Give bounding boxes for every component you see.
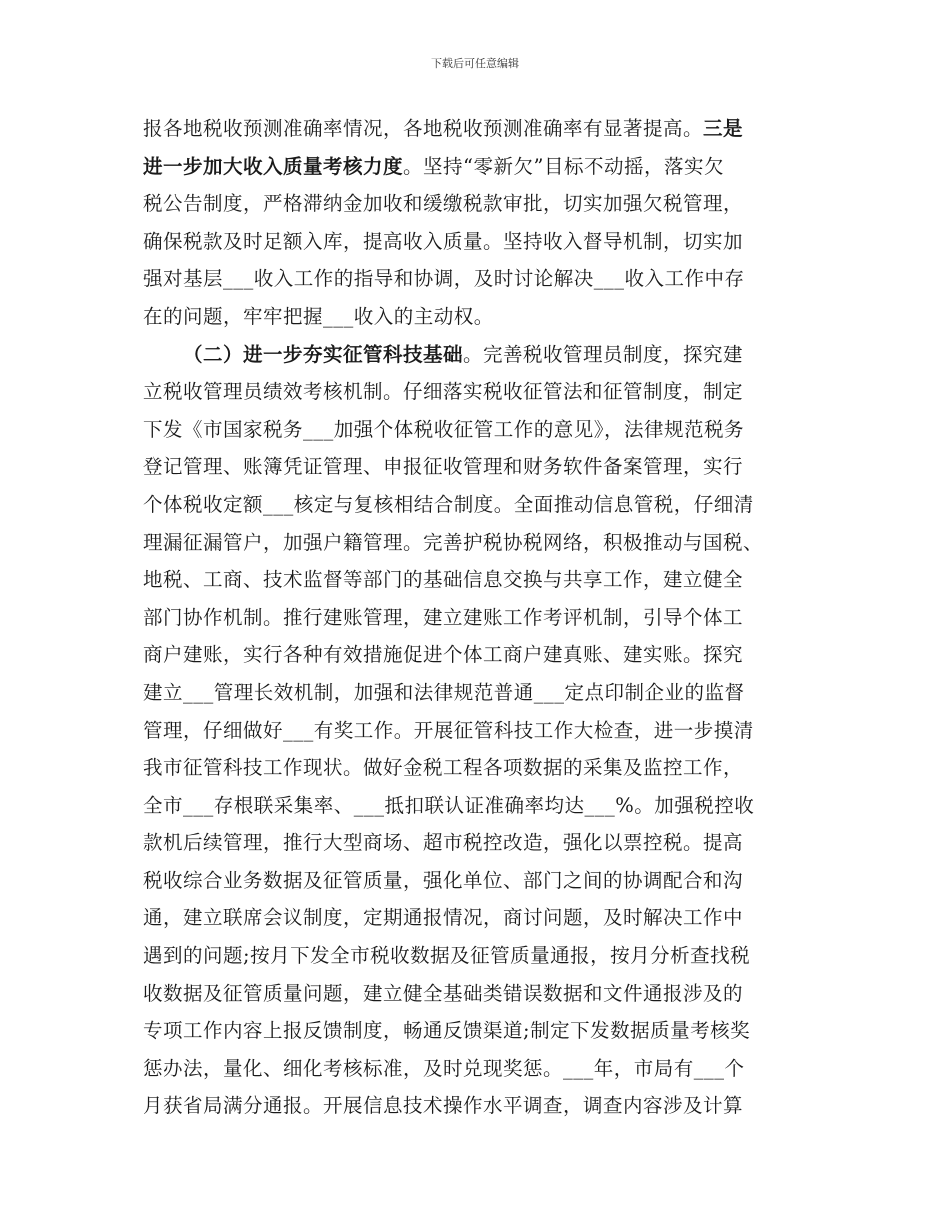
text-line [143,524,813,562]
text-segment: 强对基层___收入工作的指导和协调，及时讨论解决___收入工作中存 [143,267,745,291]
text-segment: 税收综合业务数据及征管质量，强化单位、部门之间的协调配合和沟 [143,868,744,892]
text-line [143,260,813,298]
text-segment: 税公告制度，严格滞纳金加收和缓缴税款审批，切实加强欠税管理， [143,192,744,216]
text-line [143,486,813,524]
text-segment: 我市征管科技工作现状。做好金税工程各项数据的采集及监控工作， [143,756,744,780]
page-header: 下载后可任意编辑 [431,57,519,70]
text-segment: 。完善税收管理员制度，探究建 [463,342,744,366]
bold-text-segment: 三是 [703,117,744,140]
text-segment: 全市___存根联采集率、___抵扣联认证准确率均达___%。加强税控收 [143,793,755,817]
text-segment: 建立___管理长效机制，加强和法律规范普通___定点印制企业的监督 [143,680,745,704]
text-segment: 个体税收定额___核定与复核相结合制度。全面推动信息管税，仔细清 [143,492,754,516]
text-segment: 管理，仔细做好___有奖工作。开展征管科技工作大检查，进一步摸清 [143,718,754,742]
text-segment: 专项工作内容上报反馈制度，畅通反馈渠道;制定下发数据质量考核奖 [143,1019,751,1043]
text-segment: 惩办法，量化、细化考核标准，及时兑现奖惩。___年，市局有___个 [143,1056,745,1080]
text-line [143,1087,813,1125]
text-line [143,336,813,374]
text-line [143,749,813,787]
text-line [143,448,813,486]
text-line [143,937,813,975]
text-line [143,712,813,750]
text-line [143,411,813,449]
text-segment: 月获省局满分通报。开展信息技术操作水平调查，调查内容涉及计算 [143,1094,744,1118]
text-line [143,862,813,900]
document-body [143,110,813,1125]
text-line [143,110,813,148]
text-segment: 地税、工商、技术监督等部门的基础信息交换与共享工作，建立健全 [143,568,744,592]
text-line [143,373,813,411]
text-line [143,298,813,336]
text-segment: 款机后续管理，推行大型商场、超市税控改造，强化以票控税。提高 [143,831,744,855]
text-segment: 在的问题，牢牢把握___收入的主动权。 [143,304,494,328]
bold-text-segment: （二）进一步夯实征管科技基础 [183,342,464,366]
text-segment: 商户建账，实行各种有效措施促进个体工商户建真账、建实账。探究 [143,643,744,667]
text-line [143,975,813,1013]
text-line [143,148,813,186]
text-segment: 收数据及征管质量问题，建立健全基础类错误数据和文件通报涉及的 [143,981,744,1005]
text-line [143,674,813,712]
text-line [143,561,813,599]
text-line [143,1050,813,1088]
text-line [143,1012,813,1050]
text-segment: 确保税款及时足额入库，提高收入质量。坚持收入督导机制，切实加 [143,229,744,253]
text-line [143,185,813,223]
text-segment: 理漏征漏管户，加强户籍管理。完善护税协税网络，积极推动与国税、 [143,530,764,554]
text-line [143,636,813,674]
text-segment: 报各地税收预测准确率情况，各地税收预测准确率有显著提高。 [143,117,704,140]
text-segment: 立税收管理员绩效考核机制。仔细落实税收征管法和征管制度，制定 [143,380,744,404]
text-segment: 部门协作机制。推行建账管理，建立建账工作考评机制，引导个体工 [143,605,744,629]
text-line [143,599,813,637]
text-segment: 登记管理、账簿凭证管理、申报征收管理和财务软件备案管理，实行 [143,455,744,479]
text-line [143,787,813,825]
bold-text-segment: 进一步加大收入质量考核力度 [143,154,404,178]
text-segment: 遇到的问题;按月下发全市税收数据及征管质量通报，按月分析查找税 [143,944,751,968]
text-segment: 。坚持“零新欠”目标不动摇，落实欠 [403,154,724,178]
text-line [143,824,813,862]
text-line [143,899,813,937]
text-line [143,223,813,261]
text-segment: 通，建立联席会议制度，定期通报情况，商讨问题，及时解决工作中 [143,906,744,930]
text-segment: 下发《市国家税务___加强个体税收征管工作的意见》，法律规范税务 [143,417,745,441]
